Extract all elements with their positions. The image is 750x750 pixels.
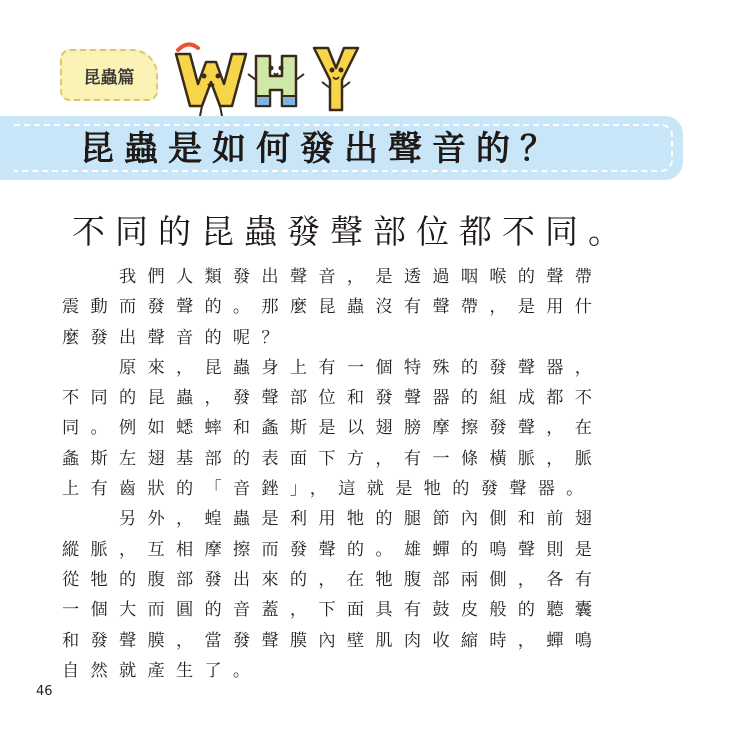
body-line: 一個大而圓的音蓋，下面具有鼓皮般的聽囊 <box>62 600 604 621</box>
page-title: 昆蟲是如何發出聲音的？ <box>80 129 564 169</box>
body-line: 原來，昆蟲身上有一個特殊的發聲器， <box>62 357 604 378</box>
section-tag: 昆蟲篇 <box>60 49 158 101</box>
body-line: 縱脈，互相摩擦而發聲的。雄蟬的鳴聲則是 <box>62 539 604 560</box>
body-line: 螽斯左翅基部的表面下方，有一條橫脈，脈 <box>62 448 604 469</box>
body-line: 上有齒狀的「音銼」，這就是牠的發聲器。 <box>62 479 595 500</box>
mascot-illustration <box>168 40 368 120</box>
mascot-h-icon <box>248 56 304 106</box>
article-subheading: 不同的昆蟲發聲部位都不同。 <box>72 212 631 251</box>
body-line: 不同的昆蟲，發聲部位和發聲器的組成都不 <box>62 388 604 409</box>
page-number: 46 <box>36 684 53 699</box>
mascot-w-icon <box>176 44 246 116</box>
body-line: 震動而發聲的。那麼昆蟲沒有聲帶，是用什 <box>62 297 604 318</box>
body-line: 和發聲膜，當發聲膜內壁肌肉收縮時，蟬鳴 <box>62 630 604 651</box>
mascot-y-icon <box>314 48 358 110</box>
article-body <box>62 262 686 686</box>
body-line: 另外，蝗蟲是利用牠的腿節內側和前翅 <box>62 509 604 530</box>
body-line: 同。例如蟋蟀和螽斯是以翅膀摩擦發聲，在 <box>62 418 604 439</box>
body-line: 自然就產生了。 <box>62 660 262 681</box>
body-line: 麼發出聲音的呢？ <box>62 327 290 348</box>
body-line: 從牠的腹部發出來的，在牠腹部兩側，各有 <box>62 569 604 590</box>
body-line: 我們人類發出聲音，是透過咽喉的聲帶 <box>62 267 604 287</box>
